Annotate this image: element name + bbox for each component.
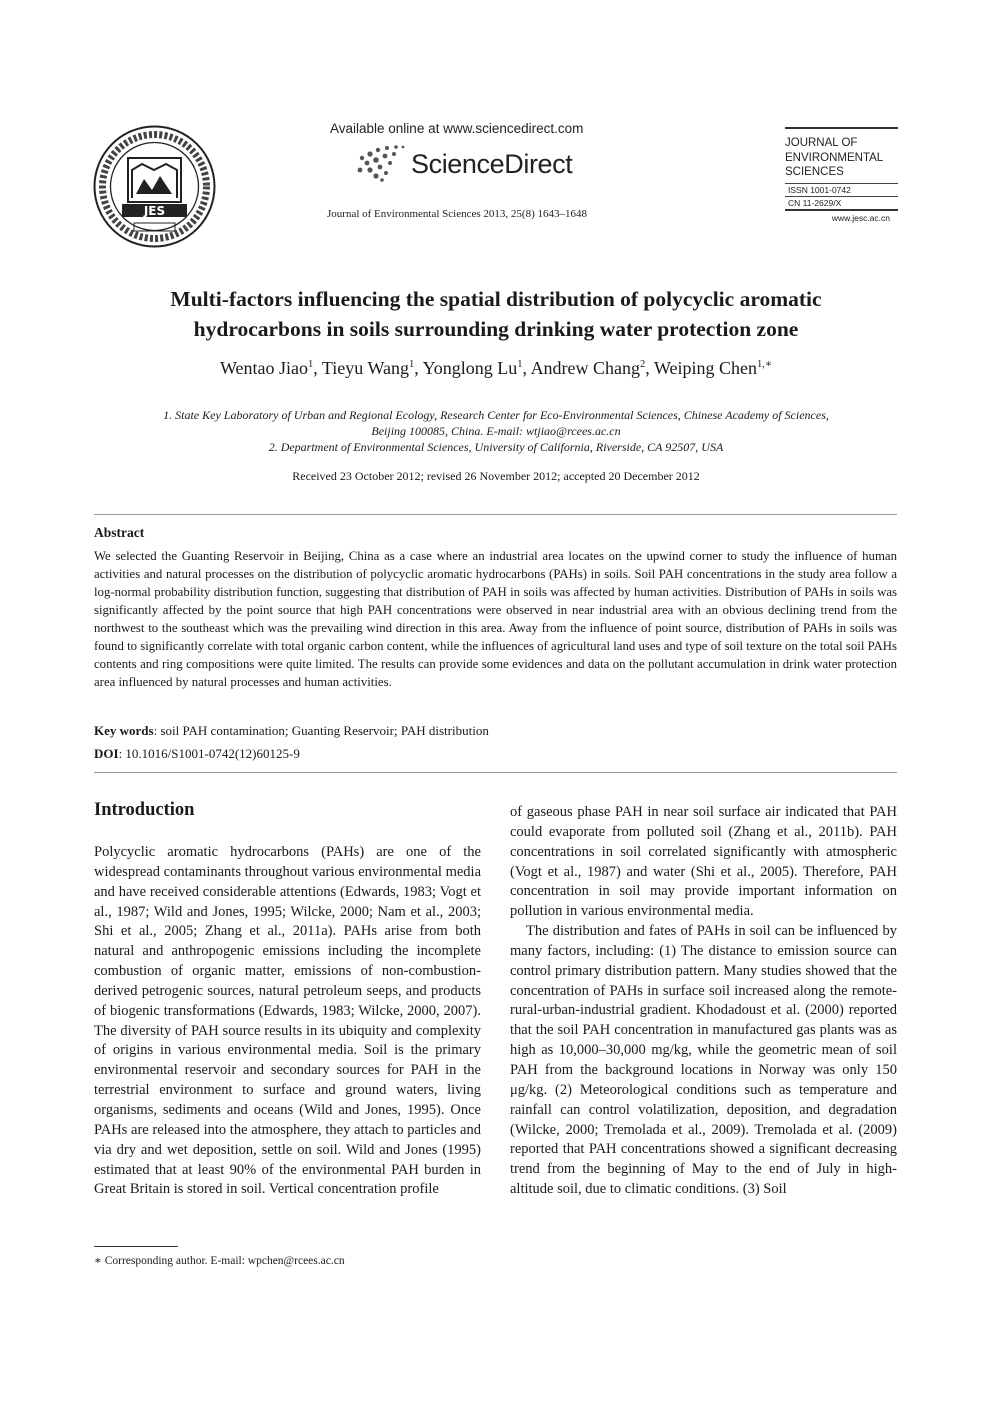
affiliations [80,407,912,455]
journal-issn: ISSN 1001-0742 [788,184,851,195]
doi [94,746,300,762]
keywords [94,723,489,739]
right-column [510,803,897,1200]
journal-cn: CN 11-2629/X [788,197,842,208]
keywords-label: Key words [94,723,154,738]
journal-seal-logo [92,124,217,249]
journal-box-top-rule [785,127,898,129]
paragraph: Polycyclic aromatic hydrocarbons (PAHs) are one of the widespread contaminants throughout various environmental media and have received considerable attentions (Edwards, 1983; Vogt et al., 1987; Wild and Jones, 1995; Wilcke, 2000; Nam et al., 2003; Shi et al., 2005; Zhang et al., 2011a). PAHs arise from both natural and anthropogenic emissions including the incomplete combustion of organic matter, emissions of non-combustion-derived petrogenic sources, natural petroleum seeps, and products of biogenic transformations (Edwards, 1983; Wilcke, 2000, 2007). The diversity of PAH source results in its ubiquity and complexity of origins in various environmental media. Soil is the primary environmental reservoir and secondary sources for PAH in the terrestrial environment to surface and ground waters, living organisms, sediments and oceans (Wild and Jones, 1995). Once PAHs are released into the atmosphere, they attach to particles and via dry and wet deposition, settle on soil. Wild and Jones (1995) estimated that at least 90% of the environmental PAH burden in Great Britain is stored in soil. Vertical concentration profile [94,844,481,1198]
paragraph: The distribution and fates of PAHs in soil can be influenced by many factors, including: (1) The distance to emission source can control primary distribution pattern. Many studies showed that the concentration of PAHs in surface soil increased along the remote-rural-urban-industrial gradient. Khodadoust et al. (2000) reported that the soil PAH concentration in manufactured gas plants was as high as 10,000–30,000 mg/kg, while the geometric mean of soil PAH from the background locations in Norway was only 150 μg/kg. (2) Meteorological conditions such as temperature and rainfall can control volatilization, deposition, and degradation (Wilcke, 2000; Tremolada et al., 2009). Tremolada et al. (2009) reported that PAH concentrations showed a significant decreasing trend from the beginning of May to the end of July in high-altitude soil, due to climatic conditions. (3) Soil [510,923,897,1198]
author[interactable]: Yonglong Lu$^1$, [422,358,531,378]
left-column [94,843,481,1200]
affiliation-1: 1. State Key Laboratory of Urban and Regional Ecology, Research Center for Eco-Environmental Sciences, Chinese Academy of Sciences, [163,408,829,422]
received-dates: Received 23 October 2012; revised 26 November 2012; accepted 20 December 2012 [292,469,700,483]
abstract-heading: Abstract [94,525,145,540]
footnote: ∗ Corresponding author. E-mail: wpchen@rcees.ac.cn [94,1255,345,1267]
abstract-text: We selected the Guanting Reservoir in Beijing, China as a case where an industrial area locates on the upwind corner to study the influence of human activities and natural processes on the distribution of polycyclic aromatic hydrocarbons (PAHs) in soils. Soil PAH concentrations in the study area follow a log-normal probability distribution function, suggesting that distribution of PAH in soils was affected by human activities. Distribution of PAHs in soils was significantly affected by the point source that high PAH concentrations were observed in near industrial area with an obvious declining trend from the northwest to the southeast which was the prevailing wind direction in this area. Away from the influence of point source, distribution of PAHs in soils was found to significantly correlate with total organic carbon content, while the influences of agricultural land uses and type of soil texture on the total soil PAHs contents and ring compositions were quite limited. The results can provide some evidences and data on the pollutant accumulation in drink water protection area influenced by natural processes and human activities. [94,549,897,689]
sciencedirect-dots-icon [356,144,406,182]
affiliation-2: 2. Department of Environmental Sciences, University of California, Riverside, CA 92507, USA [268,440,724,454]
divider [94,514,897,515]
divider [94,772,897,773]
doi-label: DOI [94,746,119,761]
author[interactable]: Tieyu Wang$^1$, [321,358,423,378]
author[interactable]: Andrew Chang$^2$, [530,358,654,378]
article-title: Multi-factors influencing the spatial distribution of polycyclic aromatic hydrocarbons in soils surrounding drinking water protection zone [170,287,822,341]
journal-name: JOURNAL OF ENVIRONMENTAL SCIENCES [785,137,884,178]
author[interactable]: Weiping Chen$^{1,∗}$ [653,358,773,378]
svg-text:JES: JES [143,204,166,218]
footnote-rule [94,1246,178,1247]
paragraph: of gaseous phase PAH in near soil surface air indicated that PAH could evaporate from polluted soil (Zhang et al., 2011b). PAH concentrations in soil correlated significantly with atmospheric (Vogt et al., 1987) and water (Shi et al., 2005). Therefore, PAH concentration in soil may provide important information on pollution in various environmental media. [510,804,897,920]
journal-citation: Journal of Environmental Sciences 2013, 25(8) 1643–1648 [327,208,587,220]
doi-value[interactable]: : 10.1016/S1001-0742(12)60125-9 [118,746,300,761]
journal-url[interactable]: www.jesc.ac.cn [831,212,890,223]
journal-info-box [785,127,898,223]
keywords-value: : soil PAH contamination; Guanting Reservoir; PAH distribution [153,723,489,738]
sciencedirect-wordmark: ScienceDirect [411,149,573,179]
introduction-heading: Introduction [94,800,195,820]
affiliation-1-cont: Beijing 100085, China. E-mail: wtjiao@rcees.ac.cn [371,424,621,438]
author[interactable]: Wentao Jiao$^1$, [219,358,322,378]
author-list [80,358,912,379]
available-online-text: Available online at www.sciencedirect.com [330,121,584,136]
